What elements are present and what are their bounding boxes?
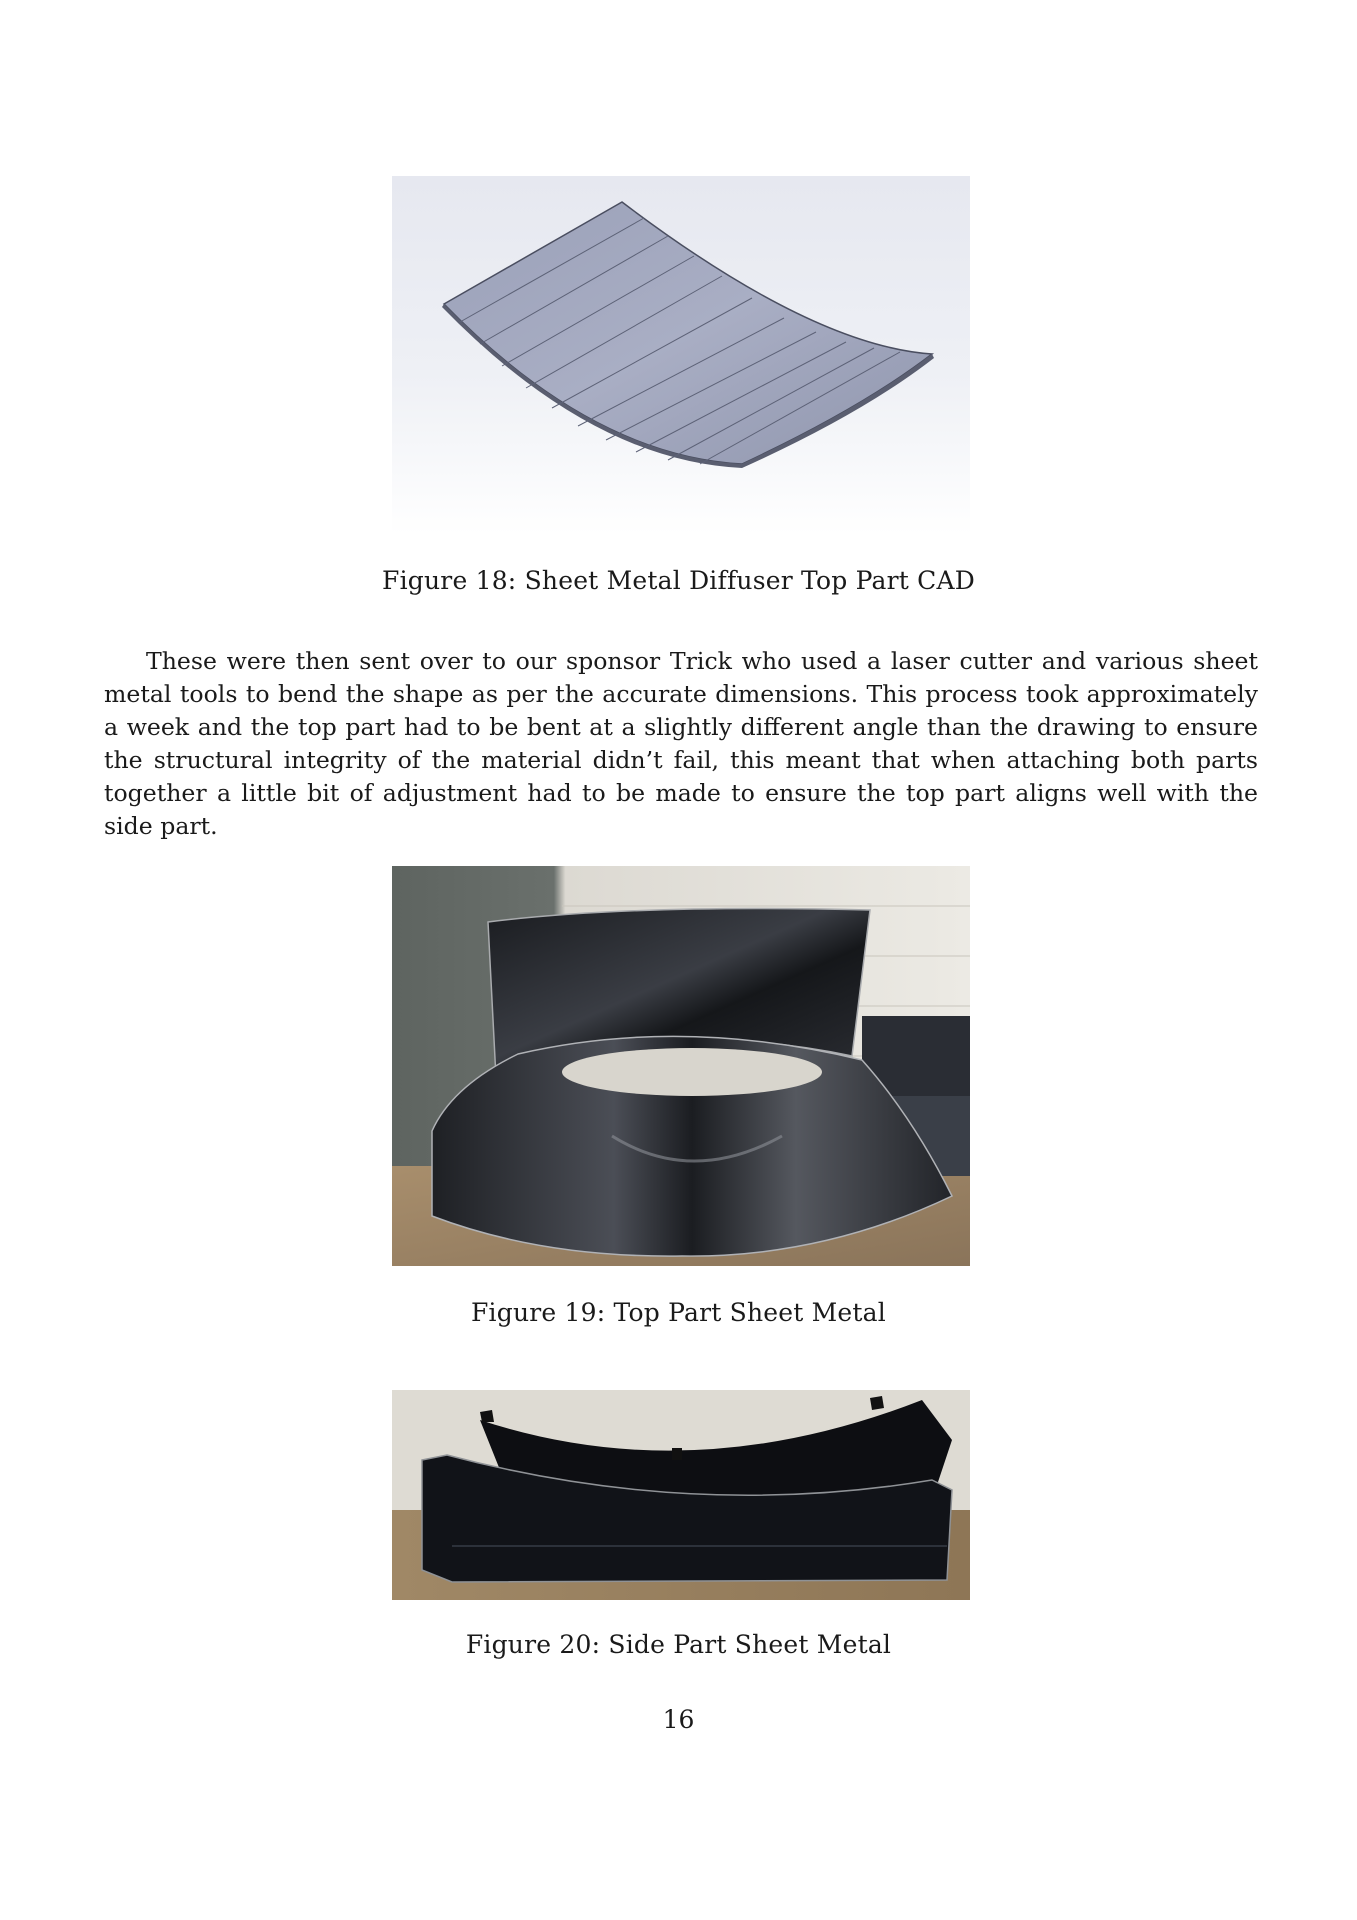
figure-18-caption: Figure 18: Sheet Metal Diffuser Top Part CAD [382, 566, 975, 595]
figure-19-caption: Figure 19: Top Part Sheet Metal [471, 1298, 886, 1327]
figure-19-image [392, 866, 970, 1266]
page-number: 16 [662, 1705, 695, 1734]
figure-20-image [392, 1390, 970, 1600]
figure-20-caption: Figure 20: Side Part Sheet Metal [465, 1630, 892, 1659]
figure-18-image [392, 176, 970, 535]
body-paragraph: These were then sent over to our sponsor Trick who used a laser cutter and various sheet metal tools to bend the shape as per the accurate dimensions. This process took approximately a week and the top part had to be bent at a slightly different angle than the drawing to ensure the structural integrity of the material didn’t fail, this meant that when attaching both parts together a little bit of adjustment had to be made to ensure the top part aligns well with the side part. [104, 647, 1258, 840]
